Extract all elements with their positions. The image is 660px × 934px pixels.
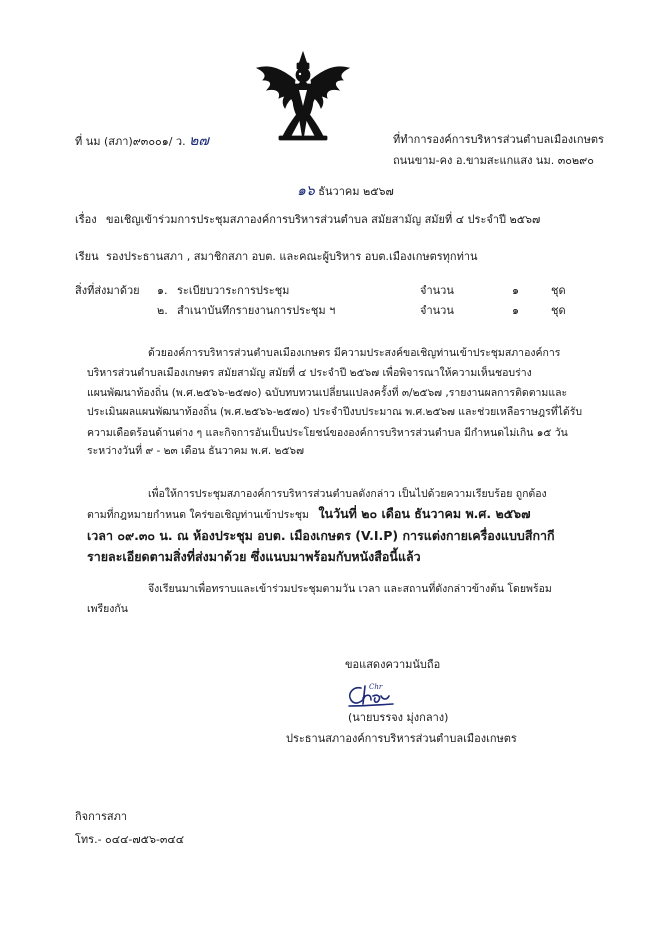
meeting-intro: ตามที่กฎหมายกำหนด ใคร่ขอเชิญท่านเข้าประชุม — [87, 509, 309, 521]
paragraph-line: เพรียงกัน — [87, 603, 128, 615]
enclosure-number: ๑. — [157, 284, 168, 297]
paragraph-line: ประเมินผลแผนพัฒนาท้องถิ่น (พ.ศ.๒๕๖๖-๒๕๗๐) ประจำปีงบประมาณ พ.ศ.๒๕๖๗ และช่วยเหลือราษฎรที่ได้รับ — [87, 406, 583, 418]
to-text: รองประธานสภา , สมาชิกสภา อบต. และคณะผู้บริหาร อบต.เมืองเกษตรทุกท่าน — [106, 250, 478, 263]
paragraph-line: บริหารส่วนตำบลเมืองเกษตร สมัยสามัญ สมัยที่ ๔ ประจำปี ๒๕๖๗ เพื่อพิจารณาให้ความเห็นชอบร่าง — [87, 367, 532, 379]
subject-label: เรื่อง — [75, 213, 97, 226]
enclosure-qty-label: จำนวน — [420, 304, 454, 317]
letter-date — [297, 184, 394, 198]
enclosure-title: ระเบียบวาระการประชุม — [177, 284, 290, 297]
meeting-details-note: รายละเอียดตามสิ่งที่ส่งมาด้วย ซึ่งแนบมาพร้อมกับหนังสือนี้แล้ว — [87, 549, 421, 564]
paragraph-line: ความเดือดร้อนด้านต่าง ๆ และกิจการอันเป็นประโยชน์ขององค์การบริหารส่วนตำบล มีกำหนดไม่เกิน ๑๕ วัน — [87, 427, 568, 439]
enclosure-title: สำเนาบันทึกรายงานการประชุม ฯ — [177, 304, 336, 317]
paragraph-line: ระหว่างวันที่ ๙ - ๒๓ เดือน ธันวาคม พ.ศ. ๒๕๖๗ — [87, 445, 304, 457]
date-month-year: ธันวาคม ๒๕๖๗ — [318, 185, 394, 198]
signer-name: (นายบรรจง มุ่งกลาง) — [348, 711, 449, 724]
enclosure-qty: ๑ — [512, 304, 519, 317]
enclosure-unit: ชุด — [551, 304, 566, 317]
subject-text: ขอเชิญเข้าร่วมการประชุมสภาองค์การบริหารส่วนตำบล สมัยสามัญ สมัยที่ ๔ ประจำปี ๒๕๖๗ — [106, 213, 541, 226]
to-label: เรียน — [75, 250, 99, 263]
enclosure-label: สิ่งที่ส่งมาด้วย — [75, 284, 140, 297]
paragraph-line — [87, 508, 531, 521]
signature-icon — [343, 680, 403, 710]
office-address-line2: ถนนขาม-คง อ.ขามสะแกแสง นม. ๓๐๒๙๐ — [393, 154, 594, 167]
date-day-handwritten: ๑๖ — [297, 183, 315, 199]
paragraph-line: เพื่อให้การประชุมสภาองค์การบริหารส่วนตำบลดังกล่าว เป็นไปด้วยความเรียบร้อย ถูกต้อง — [148, 488, 547, 500]
document-number — [75, 134, 209, 148]
enclosure-qty: ๑ — [512, 284, 519, 297]
enclosure-unit: ชุด — [551, 284, 566, 297]
paragraph-line: ด้วยองค์การบริหารส่วนตำบลเมืองเกษตร มีความประสงค์ขอเชิญท่านเข้าประชุมสภาองค์การ — [148, 347, 561, 359]
meeting-date: ในวันที่ ๒๐ เดือน ธันวาคม พ.ศ. ๒๕๖๗ — [318, 506, 531, 521]
garuda-emblem-icon — [253, 50, 353, 143]
signer-title: ประธานสภาองค์การบริหารส่วนตำบลเมืองเกษตร — [286, 732, 517, 745]
document-number-handwritten: ๒๗ — [189, 133, 209, 149]
closing-phrase: ขอแสดงความนับถือ — [345, 658, 441, 671]
paragraph-line: แผนพัฒนาท้องถิ่น (พ.ศ.๒๕๖๖-๒๕๗๐) ฉบับทบทวนเปลี่ยนแปลงครั้งที่ ๓/๒๕๖๗ ,รายงานผลการติดตามและ — [87, 387, 568, 399]
office-address-line1: ที่ทำการองค์การบริหารส่วนตำบลเมืองเกษตร — [393, 133, 604, 146]
signature-text: Chr — [369, 683, 383, 691]
enclosure-qty-label: จำนวน — [420, 284, 454, 297]
enclosure-number: ๒. — [157, 304, 168, 317]
department-name: กิจการสภา — [75, 810, 127, 823]
meeting-time-place: เวลา ๐๙.๓๐ น. ณ ห้องประชุม อบต. เมืองเกษตร (V.I.P) การแต่งกายเครื่องแบบสีกากี — [87, 528, 555, 543]
paragraph-line: จึงเรียนมาเพื่อทราบและเข้าร่วมประชุมตามวัน เวลา และสถานที่ดังกล่าวข้างต้น โดยพร้อม — [148, 583, 552, 595]
phone-number: โทร.- ๐๔๔-๗๕๖-๓๔๔ — [75, 833, 185, 846]
document-number-prefix: ที่ นม (สภา)๙๓๐๐๑/ ว. — [75, 135, 186, 148]
